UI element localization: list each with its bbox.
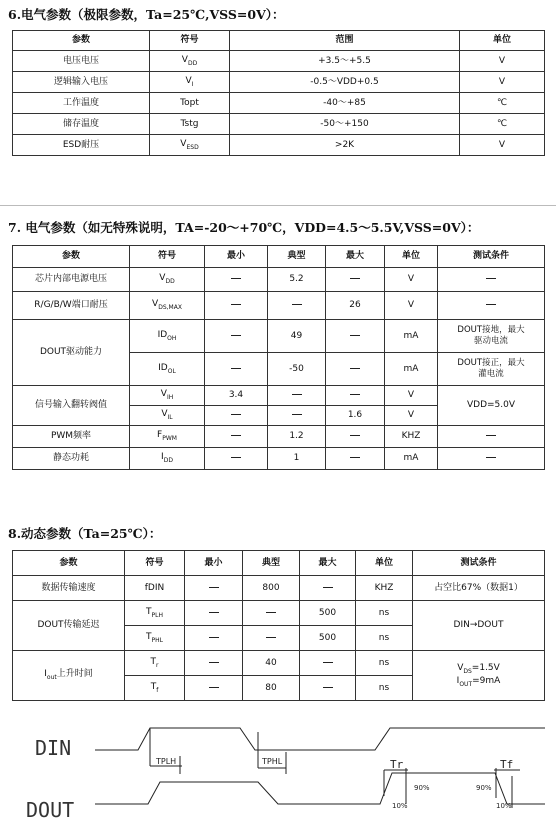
symbol-cell: Topt xyxy=(150,93,230,114)
table-row xyxy=(13,651,545,676)
symbol-cell: $T_r$ xyxy=(125,651,185,676)
unit-cell: mA xyxy=(385,320,438,353)
din-waveform xyxy=(95,728,545,750)
max-cell xyxy=(326,426,385,448)
typ-cell xyxy=(268,386,326,406)
param-cell: DOUT驱动能力 xyxy=(13,320,130,386)
cond-cell: $V_{DS}=1.5V$ $I_{OUT}=9mA$ xyxy=(413,651,545,701)
rise-90-label: 90% xyxy=(414,784,430,792)
symbol-cell: $T_f$ xyxy=(125,676,185,701)
min-cell xyxy=(185,676,243,701)
symbol-cell: Tstg xyxy=(150,114,230,135)
min-cell: 3.4 xyxy=(205,386,268,406)
typ-cell: 5.2 xyxy=(268,268,326,292)
section8-title: 8.动态参数（Ta=25℃）： xyxy=(8,526,162,541)
param-cell: 储存温度 xyxy=(13,114,150,135)
unit-cell: ℃ xyxy=(460,114,545,135)
unit-cell: ns xyxy=(356,601,413,626)
symbol-cell: $V_{IL}$ xyxy=(130,406,205,426)
symbol-cell: $I_{DD}$ xyxy=(130,448,205,470)
col-header: 参数 xyxy=(13,31,150,51)
cond-cell: DIN→DOUT xyxy=(413,601,545,651)
unit-cell: ℃ xyxy=(460,93,545,114)
unit-cell: ns xyxy=(356,626,413,651)
col-header: 单位 xyxy=(385,246,438,268)
abs-max-table xyxy=(12,30,545,156)
col-header: 单位 xyxy=(460,31,545,51)
typ-cell: -50 xyxy=(268,353,326,386)
unit-cell: V xyxy=(460,72,545,93)
symbol-cell: $V_{DD}$ xyxy=(150,51,230,72)
cond-cell: DOUT接正，最大 灌电流 xyxy=(438,353,545,386)
symbol-cell: $T_{PLH}$ xyxy=(125,601,185,626)
min-cell xyxy=(205,292,268,320)
table-row xyxy=(13,292,545,320)
min-cell xyxy=(205,448,268,470)
unit-cell: V xyxy=(460,51,545,72)
symbol-cell: $V_{DD}$ xyxy=(130,268,205,292)
symbol-cell: $V_{DS,MAX}$ xyxy=(130,292,205,320)
min-cell xyxy=(205,353,268,386)
tplh-label: TPLH xyxy=(156,757,177,766)
table-row xyxy=(13,576,545,601)
cond-cell xyxy=(438,426,545,448)
symbol-cell: $V_{IH}$ xyxy=(130,386,205,406)
col-header: 最小 xyxy=(185,551,243,576)
range-cell: -40～+85 xyxy=(230,93,460,114)
min-cell xyxy=(185,651,243,676)
table-row xyxy=(13,320,545,353)
unit-cell: KHZ xyxy=(356,576,413,601)
fall-10-label: 10% xyxy=(496,802,512,810)
tf-label: Tf xyxy=(500,758,514,771)
symbol-cell: $ID_{OL}$ xyxy=(130,353,205,386)
param-cell: 工作温度 xyxy=(13,93,150,114)
table-row xyxy=(13,135,545,156)
symbol-cell: $T_{PHL}$ xyxy=(125,626,185,651)
table-row xyxy=(13,601,545,626)
symbol-cell: $ID_{OH}$ xyxy=(130,320,205,353)
electrical-table xyxy=(12,245,545,470)
range-cell: >2K xyxy=(230,135,460,156)
typ-cell: 49 xyxy=(268,320,326,353)
unit-cell: V xyxy=(460,135,545,156)
symbol-cell: $F_{PWM}$ xyxy=(130,426,205,448)
min-cell xyxy=(185,626,243,651)
min-cell xyxy=(205,320,268,353)
param-cell: 逻辑输入电压 xyxy=(13,72,150,93)
section6-title: 6.电气参数（极限参数，Ta=25℃,VSS=0V）： xyxy=(8,7,285,22)
table-row xyxy=(13,114,545,135)
min-cell xyxy=(185,601,243,626)
max-cell xyxy=(300,576,356,601)
typ-cell: 800 xyxy=(243,576,300,601)
col-header: 最大 xyxy=(326,246,385,268)
range-cell: -0.5～VDD+0.5 xyxy=(230,72,460,93)
table-row xyxy=(13,268,545,292)
max-cell xyxy=(326,320,385,353)
symbol-cell: fDIN xyxy=(125,576,185,601)
min-cell xyxy=(205,426,268,448)
unit-cell: V xyxy=(385,268,438,292)
col-header: 最大 xyxy=(300,551,356,576)
max-cell xyxy=(326,448,385,470)
max-cell xyxy=(326,353,385,386)
unit-cell: V xyxy=(385,292,438,320)
cond-cell: 占空比67%（数据1） xyxy=(413,576,545,601)
col-header: 范围 xyxy=(230,31,460,51)
symbol-cell: $V_I$ xyxy=(150,72,230,93)
dynamic-table xyxy=(12,550,545,701)
param-cell: 芯片内部电源电压 xyxy=(13,268,130,292)
param-cell: $I_{out}$上升时间 xyxy=(13,651,125,701)
col-header: 测试条件 xyxy=(413,551,545,576)
max-cell: 1.6 xyxy=(326,406,385,426)
table-row xyxy=(13,72,545,93)
unit-cell: V xyxy=(385,386,438,406)
divider xyxy=(0,205,556,206)
unit-cell: mA xyxy=(385,448,438,470)
timing-diagram xyxy=(0,718,556,829)
unit-cell: V xyxy=(385,406,438,426)
typ-cell xyxy=(268,292,326,320)
typ-cell xyxy=(243,626,300,651)
col-header: 符号 xyxy=(130,246,205,268)
param-cell: 静态功耗 xyxy=(13,448,130,470)
max-cell xyxy=(326,268,385,292)
param-cell: DOUT传输延迟 xyxy=(13,601,125,651)
range-cell: +3.5～+5.5 xyxy=(230,51,460,72)
table-row xyxy=(13,386,545,406)
unit-cell: KHZ xyxy=(385,426,438,448)
typ-cell: 40 xyxy=(243,651,300,676)
max-cell: 500 xyxy=(300,626,356,651)
cond-cell: DOUT接地，最大 驱动电流 xyxy=(438,320,545,353)
max-cell xyxy=(300,651,356,676)
symbol-cell: $V_{ESD}$ xyxy=(150,135,230,156)
dout-label: DOUT xyxy=(26,798,75,822)
typ-cell xyxy=(268,406,326,426)
table-row xyxy=(13,51,545,72)
rise-10-label: 10% xyxy=(392,802,408,810)
cond-cell: VDD=5.0V xyxy=(438,386,545,426)
unit-cell: ns xyxy=(356,676,413,701)
max-cell xyxy=(326,386,385,406)
tphl-label: TPHL xyxy=(262,757,283,766)
typ-cell: 80 xyxy=(243,676,300,701)
col-header: 参数 xyxy=(13,246,130,268)
col-header: 参数 xyxy=(13,551,125,576)
param-cell: R/G/B/W端口耐压 xyxy=(13,292,130,320)
unit-cell: ns xyxy=(356,651,413,676)
cond-cell xyxy=(438,268,545,292)
table-row xyxy=(13,426,545,448)
fall-90-label: 90% xyxy=(476,784,492,792)
min-cell xyxy=(205,268,268,292)
range-cell: -50～+150 xyxy=(230,114,460,135)
col-header: 单位 xyxy=(356,551,413,576)
col-header: 典型 xyxy=(243,551,300,576)
section7-title: 7. 电气参数（如无特殊说明，TA=-20～+70℃，VDD=4.5～5.5V,VSS=0V）： xyxy=(8,220,480,235)
param-cell: ESD耐压 xyxy=(13,135,150,156)
min-cell xyxy=(205,406,268,426)
param-cell: 信号输入翻转阀值 xyxy=(13,386,130,426)
tr-label: Tr xyxy=(390,758,404,771)
col-header: 最小 xyxy=(205,246,268,268)
max-cell xyxy=(300,676,356,701)
col-header: 典型 xyxy=(268,246,326,268)
param-cell: 电压电压 xyxy=(13,51,150,72)
table-row xyxy=(13,93,545,114)
param-cell: PWM频率 xyxy=(13,426,130,448)
typ-cell xyxy=(243,601,300,626)
col-header: 符号 xyxy=(150,31,230,51)
min-cell xyxy=(185,576,243,601)
cond-cell xyxy=(438,448,545,470)
col-header: 符号 xyxy=(125,551,185,576)
max-cell: 500 xyxy=(300,601,356,626)
table-row xyxy=(13,448,545,470)
din-label: DIN xyxy=(35,736,72,760)
max-cell: 26 xyxy=(326,292,385,320)
col-header: 测试条件 xyxy=(438,246,545,268)
typ-cell: 1 xyxy=(268,448,326,470)
typ-cell: 1.2 xyxy=(268,426,326,448)
param-cell: 数据传输速度 xyxy=(13,576,125,601)
cond-cell xyxy=(438,292,545,320)
unit-cell: mA xyxy=(385,353,438,386)
